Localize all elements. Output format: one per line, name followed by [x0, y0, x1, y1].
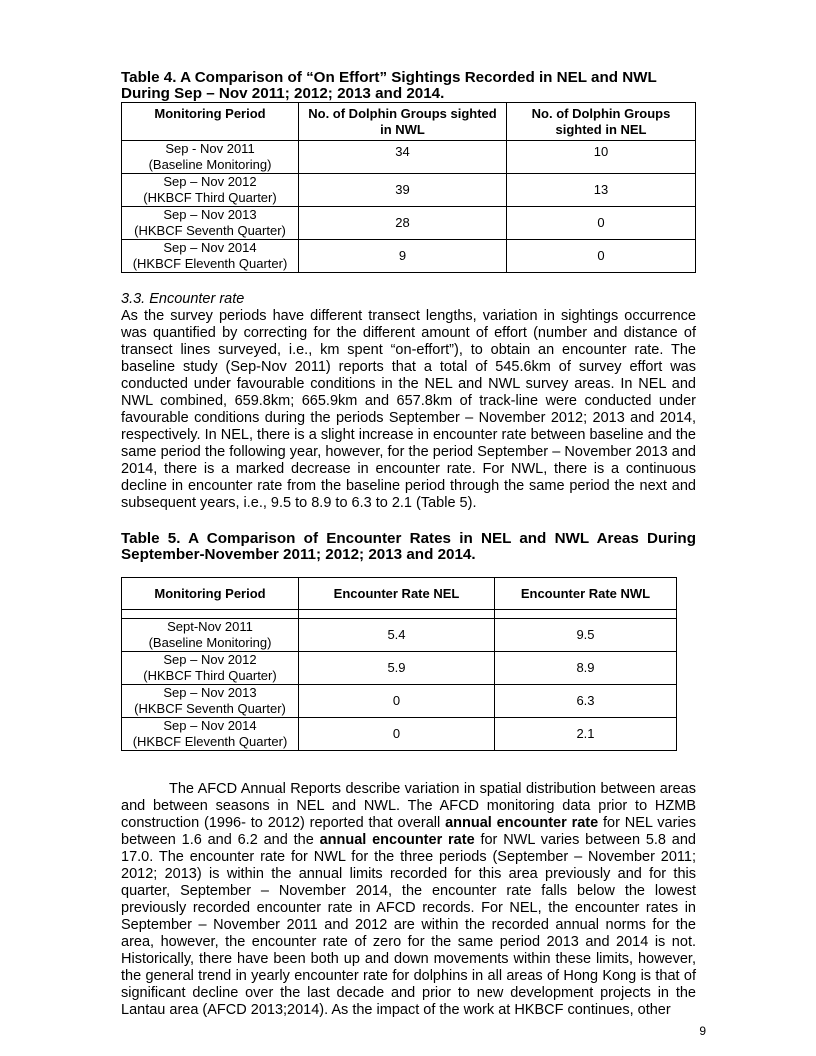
closing-paragraph	[121, 781, 696, 1019]
table5-period-cell	[122, 718, 299, 751]
table4-header-row	[122, 103, 696, 141]
table4-nwl-cell: 39	[299, 174, 507, 207]
phase-label: (Baseline Monitoring)	[148, 157, 272, 172]
table5-nwl-cell: 8.9	[495, 652, 677, 685]
document-page	[121, 70, 696, 1019]
closing-bold-1: annual encounter rate	[445, 815, 599, 831]
period-label: Sep – Nov 2014	[163, 718, 257, 733]
phase-label: (HKBCF Third Quarter)	[143, 668, 277, 683]
closing-text-3: for NWL varies between 5.8 and 17.0. The encounter rate for NWL for the three periods (September – November 2011; 2012; 2013) is within the annual limits recorded for this area previously and for this quarter, September – November 2014, the encounter rate falls below the lowest previously recorded encounter rate in AFCD records. For NEL, the encounter rates in September – November 2011 and 2012 are within the recorded annual norms for the area, however, the encounter rate of zero for the same period 2013 and 2014 is not. Historically, there have been both up and down movements within these limits, however, the general trend in yearly encounter rate for dolphins in all areas of Hong Kong is that of significant decline over the last decade and prior to new development projects in the Lantau area (AFCD 2013;2014). As the impact of the work at HKBCF continues, other	[121, 832, 696, 1018]
period-label: Sep – Nov 2013	[163, 207, 257, 222]
table5-header-nel: Encounter Rate NEL	[299, 578, 495, 610]
phase-label: (HKBCF Seventh Quarter)	[134, 701, 286, 716]
section-heading: 3.3. Encounter rate	[121, 291, 245, 307]
closing-text-1: The AFCD Annual Reports describe variation in spatial distribution between areas and between seasons in NEL and NWL. The AFCD monitoring data prior to HZMB construction (1996- to 2012) reported that overall	[121, 781, 696, 831]
spacer-cell	[495, 610, 677, 619]
closing-text-2: for NEL varies between 1.6 and 6.2 and the	[121, 815, 696, 848]
table4-caption: Table 4. A Comparison of “On Effort” Sightings Recorded in NEL and NWL During Sep – Nov 2011; 2012; 2013 and 2014.	[121, 69, 657, 102]
table5	[121, 577, 677, 751]
table5-nel-cell: 5.4	[299, 619, 495, 652]
table4	[121, 102, 696, 273]
table-row	[122, 207, 696, 240]
table5-header-period: Monitoring Period	[122, 578, 299, 610]
phase-label: (HKBCF Eleventh Quarter)	[132, 256, 288, 271]
table4-nwl-cell: 28	[299, 207, 507, 240]
closing-bold-2: annual encounter rate	[319, 832, 475, 848]
table4-period-cell	[122, 174, 299, 207]
period-label: Sep – Nov 2014	[163, 240, 257, 255]
period-label: Sep – Nov 2012	[163, 174, 257, 189]
section-paragraph: As the survey periods have different transect lengths, variation in sightings occurrence was quantified by correcting for the different amount of effort (number and distance of transect lines surveyed, i.e., km spent “on-effort”), to obtain an encounter rate. The baseline study (Sep-Nov 2011) reports that a total of 545.6km of survey effort was conducted under favourable conditions in the NEL and NWL survey areas. In NEL and NWL combined, 659.8km; 665.9km and 657.8km of track-line were conducted under favourable conditions during the periods September – November 2012; 2013 and 2014, respectively. In NEL, there is a slight increase in encounter rate between baseline and the same period the following year, however, for the period September – November 2013 and 2014, there is a marked decrease in encounter rate. For NWL, there is a continuous decline in encounter rate from the baseline period through the same period the next and subsequent years, i.e., 9.5 to 8.9 to 6.3 to 2.1 (Table 5).	[121, 308, 696, 511]
spacer-cell	[122, 610, 299, 619]
period-label: Sep - Nov 2011	[165, 141, 255, 156]
table4-period-cell	[122, 240, 299, 273]
phase-label: (HKBCF Third Quarter)	[143, 190, 277, 205]
phase-label: (HKBCF Eleventh Quarter)	[132, 734, 288, 749]
period-label: Sept-Nov 2011	[167, 619, 253, 634]
table4-nel-cell: 10	[507, 141, 696, 174]
table4-header-nel: No. of Dolphin Groups sighted in NEL	[507, 103, 696, 141]
table5-period-cell	[122, 619, 299, 652]
table5-caption: Table 5. A Comparison of Encounter Rates in NEL and NWL Areas During September-November 2011; 2012; 2013 and 2014.	[121, 530, 696, 563]
table4-period-cell	[122, 141, 299, 174]
spacer-cell	[299, 610, 495, 619]
table4-nel-cell: 0	[507, 240, 696, 273]
table5-header-nwl: Encounter Rate NWL	[495, 578, 677, 610]
table4-header-nwl: No. of Dolphin Groups sighted in NWL	[299, 103, 507, 141]
table5-nel-cell: 0	[299, 685, 495, 718]
table-row	[122, 652, 677, 685]
table5-nel-cell: 5.9	[299, 652, 495, 685]
table5-header-row	[122, 578, 677, 610]
phase-label: (HKBCF Seventh Quarter)	[134, 223, 286, 238]
table5-spacer-row	[122, 610, 677, 619]
phase-label: (Baseline Monitoring)	[148, 635, 272, 650]
table-row	[122, 685, 677, 718]
table-row	[122, 619, 677, 652]
table4-header-period: Monitoring Period	[122, 103, 299, 141]
table5-nwl-cell: 9.5	[495, 619, 677, 652]
table-row	[122, 174, 696, 207]
period-label: Sep – Nov 2012	[163, 652, 257, 667]
table4-period-cell	[122, 207, 299, 240]
table5-nwl-cell: 6.3	[495, 685, 677, 718]
table-row	[122, 240, 696, 273]
table5-period-cell	[122, 652, 299, 685]
table4-nel-cell: 0	[507, 207, 696, 240]
period-label: Sep – Nov 2013	[163, 685, 257, 700]
table-row	[122, 141, 696, 174]
table5-period-cell	[122, 685, 299, 718]
table4-nel-cell: 13	[507, 174, 696, 207]
table5-nel-cell: 0	[299, 718, 495, 751]
table5-nwl-cell: 2.1	[495, 718, 677, 751]
table-row	[122, 718, 677, 751]
table4-nwl-cell: 34	[299, 141, 507, 174]
page-number: 9	[699, 1024, 706, 1038]
table4-nwl-cell: 9	[299, 240, 507, 273]
